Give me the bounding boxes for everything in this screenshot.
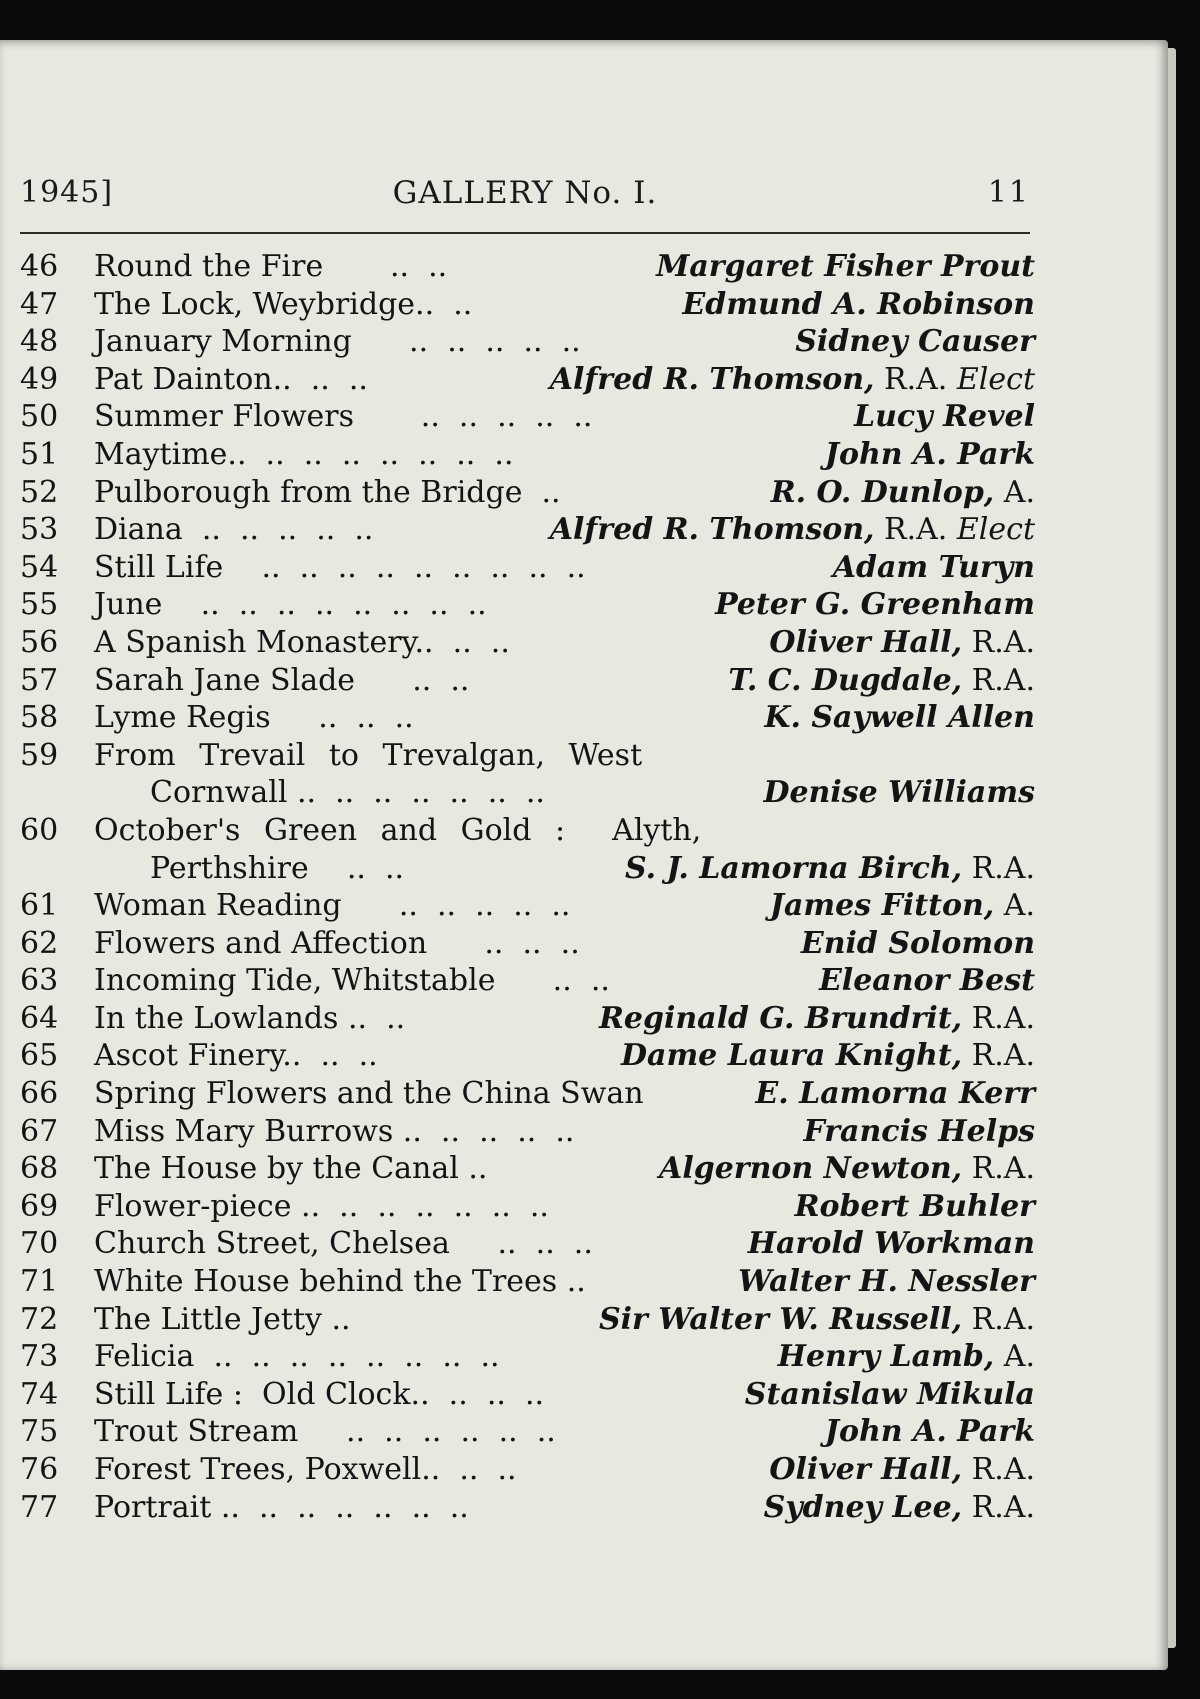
entry-title: The Lock, Weybridge.. .. — [94, 286, 473, 322]
entry-number: 67 — [20, 1113, 59, 1149]
artist-name: Reginald G. Brundrit, — [598, 1000, 963, 1036]
entry-artist — [659, 1150, 1035, 1188]
entry-artist — [599, 1000, 1035, 1038]
entry-number: 70 — [20, 1226, 59, 1262]
artist-distinction: R.A. — [962, 624, 1035, 660]
catalogue-entry — [20, 1225, 1035, 1263]
entry-artist — [625, 850, 1035, 888]
entry-artist — [795, 1188, 1035, 1226]
entry-artist — [771, 474, 1035, 512]
artist-distinction: A. — [994, 888, 1035, 924]
entry-artist — [748, 1225, 1035, 1263]
artist-name: Francis Helps — [803, 1113, 1035, 1149]
entry-artist — [621, 1037, 1035, 1075]
catalogue-entry — [20, 887, 1035, 925]
entry-artist — [803, 1113, 1035, 1151]
entry-title: October's Green and Gold : Alyth, — [94, 812, 702, 848]
entry-artist — [833, 549, 1035, 587]
catalogue-entry — [20, 662, 1035, 700]
entry-number: 64 — [20, 1000, 59, 1036]
entry-artist — [656, 248, 1035, 286]
artist-name: John A. Park — [824, 1414, 1035, 1450]
catalogue-entry — [20, 925, 1035, 963]
entry-artist — [550, 361, 1035, 399]
entry-title: Maytime.. .. .. .. .. .. .. .. — [94, 436, 514, 472]
catalogue-entry — [20, 812, 1035, 850]
entry-title: Still Life : Old Clock.. .. .. .. — [94, 1376, 545, 1412]
entry-title: Still Life .. .. .. .. .. .. .. .. .. — [94, 549, 586, 585]
entry-number: 52 — [20, 474, 59, 510]
entry-number: 55 — [20, 587, 59, 623]
artist-name: Algernon Newton, — [659, 1151, 963, 1187]
entry-artist — [728, 662, 1035, 700]
page-title: GALLERY No. I. — [392, 175, 658, 211]
entry-number: 72 — [20, 1301, 59, 1337]
entry-number: 63 — [20, 963, 59, 999]
catalogue-entry — [20, 323, 1035, 361]
entry-number: 62 — [20, 925, 59, 961]
entry-number: 74 — [20, 1376, 59, 1412]
artist-name: Edmund A. Robinson — [682, 286, 1035, 322]
entry-number: 53 — [20, 512, 59, 548]
entry-number: 75 — [20, 1414, 59, 1450]
catalogue-entry — [20, 248, 1035, 286]
entry-title: Felicia .. .. .. .. .. .. .. .. — [94, 1339, 500, 1375]
entry-artist — [715, 586, 1035, 624]
entry-number: 57 — [20, 662, 59, 698]
entry-number: 58 — [20, 700, 59, 736]
catalogue-entry — [20, 1075, 1035, 1113]
entry-artist — [770, 887, 1035, 925]
catalogue-entry — [20, 699, 1035, 737]
entry-artist — [825, 436, 1035, 474]
catalogue-entry — [20, 1113, 1035, 1151]
entry-title: The Little Jetty .. — [94, 1301, 351, 1337]
entry-artist — [550, 511, 1035, 549]
artist-distinction: R.A. — [962, 1151, 1035, 1187]
entry-title: Ascot Finery.. .. .. — [94, 1038, 378, 1074]
catalogue-entry — [20, 586, 1035, 624]
entry-artist — [795, 323, 1035, 361]
entry-title: From Trevail to Trevalgan, West — [94, 737, 643, 773]
catalogue-entry — [20, 1301, 1035, 1339]
catalogue-entry — [20, 474, 1035, 512]
catalogue-entry — [20, 436, 1035, 474]
entry-title: Diana .. .. .. .. .. — [94, 512, 374, 548]
catalogue-entry — [20, 549, 1035, 587]
artist-name: Oliver Hall, — [769, 1452, 963, 1487]
entry-title: Perthshire .. .. — [150, 850, 405, 886]
artist-distinction: A. — [994, 1339, 1035, 1375]
entry-artist — [778, 1338, 1035, 1376]
artist-name: K. Saywell Allen — [764, 700, 1035, 736]
entry-number: 51 — [20, 436, 59, 472]
artist-name: Alfred R. Thomson, — [549, 512, 875, 548]
artist-distinction: R.A. Elect — [874, 512, 1035, 548]
artist-name: John A. Park — [824, 436, 1035, 472]
artist-name: Denise Williams — [763, 775, 1035, 811]
artist-distinction: R.A. — [962, 1301, 1035, 1337]
entry-artist — [755, 1075, 1035, 1113]
entry-number: 61 — [20, 888, 59, 924]
entry-title: Cornwall .. .. .. .. .. .. .. — [150, 775, 545, 811]
artist-name: R. O. Dunlop, — [770, 474, 995, 510]
entry-artist — [801, 925, 1035, 963]
catalogue-entry — [20, 1489, 1035, 1527]
entry-title: White House behind the Trees .. — [94, 1264, 586, 1300]
artist-name: Adam Turyn — [832, 549, 1035, 585]
artist-name: Dame Laura Knight, — [620, 1038, 963, 1074]
entry-artist — [738, 1263, 1035, 1301]
catalogue-entry — [20, 774, 1035, 812]
entry-artist — [769, 624, 1035, 662]
entry-artist — [599, 1301, 1035, 1339]
entry-number: 47 — [20, 286, 59, 322]
entry-title: Flowers and Affection .. .. .. — [94, 925, 580, 961]
artist-distinction: R.A. — [962, 1038, 1035, 1074]
entry-artist — [745, 1376, 1035, 1414]
entry-title: January Morning .. .. .. .. .. — [94, 324, 581, 360]
entry-artist — [825, 1413, 1035, 1451]
catalogue-entry — [20, 737, 1035, 775]
catalogue-entry — [20, 511, 1035, 549]
artist-name: Enid Solomon — [800, 925, 1035, 961]
entry-title: June .. .. .. .. .. .. .. .. — [94, 587, 487, 623]
entry-title: Trout Stream .. .. .. .. .. .. — [94, 1414, 556, 1450]
entry-title: Flower-piece .. .. .. .. .. .. .. — [94, 1188, 549, 1224]
artist-name: Oliver Hall, — [769, 624, 963, 660]
page-edge — [1168, 48, 1176, 1648]
entry-title: A Spanish Monastery.. .. .. — [94, 624, 510, 660]
catalogue-entry — [20, 1451, 1035, 1489]
entry-title: Pat Dainton.. .. .. — [94, 361, 368, 397]
artist-name: E. Lamorna Kerr — [755, 1076, 1035, 1112]
entry-number: 54 — [20, 549, 59, 585]
catalogue-entry — [20, 1263, 1035, 1301]
artist-distinction: R.A. — [962, 1489, 1035, 1525]
catalogue-entry — [20, 850, 1035, 888]
artist-name: T. C. Dugdale, — [728, 662, 963, 698]
artist-name: James Fitton, — [769, 888, 995, 924]
catalogue-entry — [20, 361, 1035, 399]
entry-title: In the Lowlands .. .. — [94, 1000, 406, 1036]
entry-number: 77 — [20, 1489, 59, 1525]
entry-number: 69 — [20, 1188, 59, 1224]
entry-number: 60 — [20, 812, 59, 848]
header-rule — [20, 232, 1030, 234]
entry-title: Pulborough from the Bridge .. — [94, 474, 561, 510]
running-header — [20, 175, 1030, 225]
entry-artist — [769, 1451, 1035, 1489]
entry-artist — [854, 398, 1035, 436]
entry-artist — [764, 699, 1035, 737]
catalogue-entry — [20, 398, 1035, 436]
entry-title: Sarah Jane Slade .. .. — [94, 662, 470, 698]
entry-artist — [763, 774, 1035, 812]
artist-name: Sir Walter W. Russell, — [598, 1301, 963, 1337]
entry-artist — [682, 286, 1035, 324]
entry-title: Church Street, Chelsea .. .. .. — [94, 1226, 593, 1262]
artist-name: S. J. Lamorna Birch, — [625, 850, 963, 886]
catalogue-entry — [20, 1000, 1035, 1038]
header-year: 1945] — [20, 175, 114, 210]
catalogue-entry — [20, 1188, 1035, 1226]
artist-name: Robert Buhler — [794, 1188, 1035, 1224]
entry-number: 46 — [20, 249, 59, 284]
entry-number: 66 — [20, 1076, 59, 1112]
catalogue-entry — [20, 1150, 1035, 1188]
entry-title: Round the Fire .. .. — [94, 249, 448, 284]
entry-title: The House by the Canal .. — [94, 1151, 488, 1187]
entry-artist — [764, 1489, 1035, 1527]
artist-name: Harold Workman — [747, 1226, 1035, 1262]
entry-title: Lyme Regis .. .. .. — [94, 700, 414, 736]
catalogue-entry — [20, 1037, 1035, 1075]
catalogue-entry — [20, 286, 1035, 324]
entry-title: Summer Flowers .. .. .. .. .. — [94, 399, 593, 435]
entry-title: Spring Flowers and the China Swan — [94, 1076, 644, 1112]
entry-artist — [819, 962, 1035, 1000]
entry-number: 71 — [20, 1264, 59, 1300]
catalogue-entry — [20, 1376, 1035, 1414]
entry-title: Miss Mary Burrows .. .. .. .. .. — [94, 1113, 575, 1149]
entry-title: Portrait .. .. .. .. .. .. .. — [94, 1489, 469, 1525]
entry-number: 73 — [20, 1339, 59, 1375]
entry-number: 68 — [20, 1151, 59, 1187]
artist-name: Sidney Causer — [795, 324, 1035, 360]
entry-number: 50 — [20, 399, 59, 435]
catalogue-entry — [20, 1338, 1035, 1376]
entry-title: Forest Trees, Poxwell.. .. .. — [94, 1452, 517, 1487]
entry-number: 56 — [20, 624, 59, 660]
artist-name: Peter G. Greenham — [715, 587, 1035, 623]
page-number: 11 — [987, 175, 1030, 210]
catalogue-entry — [20, 962, 1035, 1000]
artist-distinction: R.A. — [962, 1452, 1035, 1487]
entry-number: 49 — [20, 361, 59, 397]
artist-name: Alfred R. Thomson, — [549, 361, 875, 397]
artist-name: Walter H. Nessler — [738, 1264, 1035, 1300]
catalogue-entry — [20, 624, 1035, 662]
artist-distinction: A. — [994, 474, 1035, 510]
artist-name: Sydney Lee, — [763, 1489, 963, 1525]
artist-name: Eleanor Best — [818, 963, 1035, 999]
artist-distinction: R.A. — [962, 662, 1035, 698]
entry-number: 65 — [20, 1038, 59, 1074]
artist-name: Margaret Fisher Prout — [656, 249, 1035, 284]
entry-title: Incoming Tide, Whitstable .. .. — [94, 963, 610, 999]
artist-distinction: R.A. Elect — [874, 361, 1035, 397]
artist-distinction: R.A. — [962, 1000, 1035, 1036]
catalogue-list — [20, 248, 1035, 1526]
entry-number: 76 — [20, 1452, 59, 1487]
artist-distinction: R.A. — [962, 850, 1035, 886]
entry-number: 59 — [20, 737, 59, 773]
artist-name: Lucy Revel — [854, 399, 1035, 435]
entry-title: Woman Reading .. .. .. .. .. — [94, 888, 571, 924]
artist-name: Stanislaw Mikula — [744, 1376, 1035, 1412]
entry-number: 48 — [20, 324, 59, 360]
catalogue-entry — [20, 1413, 1035, 1451]
artist-name: Henry Lamb, — [777, 1339, 995, 1375]
